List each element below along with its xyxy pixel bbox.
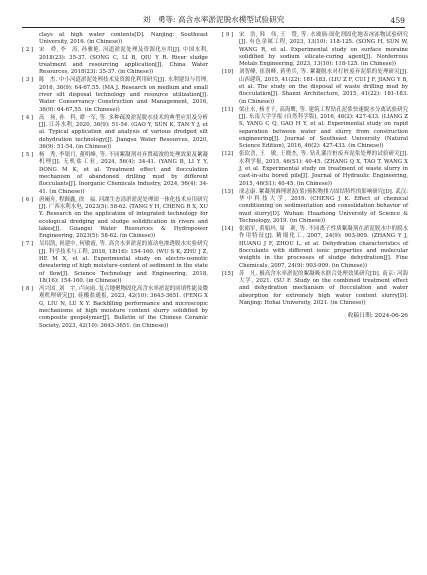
reference-entry xyxy=(222,69,408,106)
reference-number: [ 5 ] xyxy=(22,151,34,158)
references-left-column xyxy=(22,32,208,331)
reference-text: 杨 秀, 李银月, 董明峰, 等. 不同絮凝剂对弃置疏浚的处理效果及絮凝机理[J]. 无机盐工业, 2024, 56(4): 34-41. (YANG B, LI Y Y, DONG M K, et al. Treatment effect and flocculation mechanism of abandoned drilling mud by different flocculants[J]. Inorganic Chemicals Industry, 2024, 56(4): 34-41. (in Chinese)) xyxy=(39,151,208,195)
running-title: 刘 勇等: 高含水率淤泥脱水模型试验研究 xyxy=(142,15,285,24)
reference-number: [14] xyxy=(222,225,234,232)
reference-continuation: clays at high water contents[D]. Nanjing: Southeast University, 2016. (in Chinese)) xyxy=(39,32,208,46)
reference-entry xyxy=(222,107,408,151)
reference-number: [12] xyxy=(222,151,234,158)
reference-entry xyxy=(222,32,408,69)
reference-text: 高 扬, 孙 科, 谭一军, 等. 多种疏浚淤泥脱水技术的典型应用及分析[J]. 江苏水利, 2020, 36(9): 51-54. (GAO Y, SUN K, TAN Y J, et al. Typical application and analysis of various dredged silt dehydration technology[J]. Jiangsu Water Resources, 2020, 36(9): 51-54. (in Chinese)) xyxy=(39,114,208,150)
reference-number: [ 8 ] xyxy=(22,285,34,292)
reference-number: [ 9 ] xyxy=(222,32,234,38)
reference-entry xyxy=(222,271,408,308)
page-number: 459 xyxy=(390,16,405,25)
reference-text: 张钦喜, 王 敏, 王晓杰, 等. 钻孔灌注桩废弃泥浆处理的试验研究[J]. 水利学报, 2015, 46(S1): 40-45. (ZHANG Q X, TAO T, WANG X J, et al. Experimental study on treatment of waste slurry in cast-in-situ bored pile[J]. Journal of Hydraulic Engineering, 2015, 46(S1): 40-45. (in Chinese)) xyxy=(239,151,408,187)
reference-number: [ 2 ] xyxy=(22,47,34,54)
reference-entry xyxy=(22,77,208,114)
references-right-column xyxy=(222,32,408,321)
reference-text: 张娟军, 黄娟玛, 周 莉, 等. 不同离子性质絮凝剂在淤泥脱水中的脱水作用特征[J]. 精细化工, 2007, 24(9): 903-909. (ZHANG Y J, HUANG J F, ZHOU L, et al. Dehydration characteristics of flocculants with different ionic properties and molecular weights in the processes of sludge dehydration[J]. Fine Chemicals, 2007, 24(9): 903-909. (in Chinese)) xyxy=(239,225,408,269)
reference-entry xyxy=(22,152,208,196)
reference-text: 吴绍凯, 祝建中, 何敏霞, 等. 高含水率淤泥的流动电渗透脱水实验研究[J]. 科学技术与工程, 2018, 18(16): 154-160. (WU S K, ZHU J Z, HE M X, et al. Experimental study on electro-osmotic dewatering of high moisture-content of sediment in the state of flow[J]. Science Technology and Engineering, 2018, 18(16): 154-160. (in Chinese)) xyxy=(39,241,208,284)
reference-text: 梁止水, 杨才千, 高海鹰, 等. 建筑工程钻孔泥浆快速脱水分离试验研究[J]. 东南大学学报 (自然科学版), 2016, 46(2): 427-433. (LIANG Z S, YANG C Q, GAO H Y, et al. Experimental study on rapid separation between water and slurry from construction engineering[J]. Journal of Southeast University (Natural Science Edition), 2016, 46(2): 427-433. (in Chinese)) xyxy=(239,106,408,150)
received-date: 收稿日期: 2024-06-26 xyxy=(347,313,408,320)
reference-number: [13] xyxy=(222,188,234,195)
reference-number: [15] xyxy=(222,270,234,277)
reference-number: [10] xyxy=(222,69,234,76)
reference-entry xyxy=(222,226,408,270)
reference-text: 冯兴国, 刘 宇, 卢向雨. 复合地聚物固化高含水率淤泥的回填性能及微观机理研究[J]. 硅酸盐通报, 2023, 42(10): 3643-3651. (FENG X G, LIU N, LU X Y. Backfilling performance and microscopic mechanisms of high moisture content slurry solidified by composite geopolymer[J]. Bulletin of the Chinese Ceramic Society, 2023, 42(10): 3643-3651. (in Chinese)) xyxy=(39,285,208,329)
reference-text: 宋 舜, 李 涛, 孙雅艳. 河道淤泥处理及资源化应用[J]. 中国水利, 2018(23): 35-37. (SONG C, LI B, QIU Y R. River sludge treatment and resourcing application[J]. China Water Resources, 2018(23): 35-37. (in Chinese)) xyxy=(39,47,208,76)
reference-entry xyxy=(22,115,208,152)
reference-number: [ 4 ] xyxy=(22,114,34,121)
reference-text: 苏 凡. 极高含水率淤泥的絮凝吸水联合处理效果研究[D]. 南京: 河海大学, 2021. (SU F. Study on the combined treatment effect and dehydration mechanism of flocculation and water absorption for extremely high water content slurry[D]. Nanjing: Hohai University, 2021. (in Chinese)) xyxy=(239,270,408,306)
reference-number: [ 6 ] xyxy=(22,196,34,203)
reference-text: 成志康. 絮凝剂调理淤泥(浆)预积物排力固结特性的影响研究[D]. 武汉: 华中科技大学, 2019. (CHENG J K. Effect of chemical conditioning on sedimentation and consolidation behavior of mud slurry[D]. Wuhan: Huazhong University of Science & Technology, 2019. (in Chinese)) xyxy=(239,188,408,224)
reference-entry xyxy=(22,47,208,76)
reference-text: 唐阑舟, 程颢鑫, 徐 福. 河湖生态清淤淤泥处理固一体化技术应用研究[J]. 广西水利水电, 2023(5): 58-62. (TANG Y H, CHENG R X, XU Y. Research on the application of integrated technology for ecological dredging and sludge solidification in rivers and lakes[J]. Guangxi Water Resources & Hydropower Engineering, 2023(5): 58-62. (in Chinese)) xyxy=(39,196,208,240)
reference-entry xyxy=(22,197,208,241)
running-header xyxy=(22,6,405,28)
reference-entry xyxy=(22,241,208,285)
reference-number: [ 7 ] xyxy=(22,241,34,248)
reference-entry xyxy=(22,286,208,330)
reference-text: 陈 杰. 中小河道淤泥处理技术及资源化利用研究[J]. 水利建设与管理, 2016, 36(9): 64-67,55. (MA J. Research on medium and small river silt disposal technology and resource utilization[J]. Water Conservancy Construction and Management, 2016, 36(9): 64-67,55. (in Chinese)) xyxy=(39,77,208,113)
reference-text: 刘智峰, 崔润峰, 蒋勇兵, 等. 絮凝脱水对打桩废弃泥浆的处理研究[J]. 山西建筑, 2015, 41(22): 181-183. (LIU Z F, CUI J F, JIANG Y B, et al. The study on the disposal of waste drilling mud by flocculation[J]. Shanxi Architecture, 2015, 41(22): 181-183. (in Chinese)) xyxy=(239,69,408,105)
reference-entry xyxy=(222,189,408,226)
reference-entry xyxy=(222,151,408,188)
reference-number: [11] xyxy=(222,106,234,113)
reference-text: 宋 浩, 韩 伟, 王 赞, 等. 水玻璃-固化剂固化地表冰冻物试验研究[J]. 有色金属工程, 2023, 13(10): 118-125. (SONG H, SUN W, WANG R, et al. Experimental study on surface moraine solidified by sodium silicate-curing agent[J]. Nonferrous Metals Engineering, 2023, 13(10): 118-125. (in Chinese)) xyxy=(239,32,408,68)
reference-number: [ 3 ] xyxy=(22,77,34,84)
